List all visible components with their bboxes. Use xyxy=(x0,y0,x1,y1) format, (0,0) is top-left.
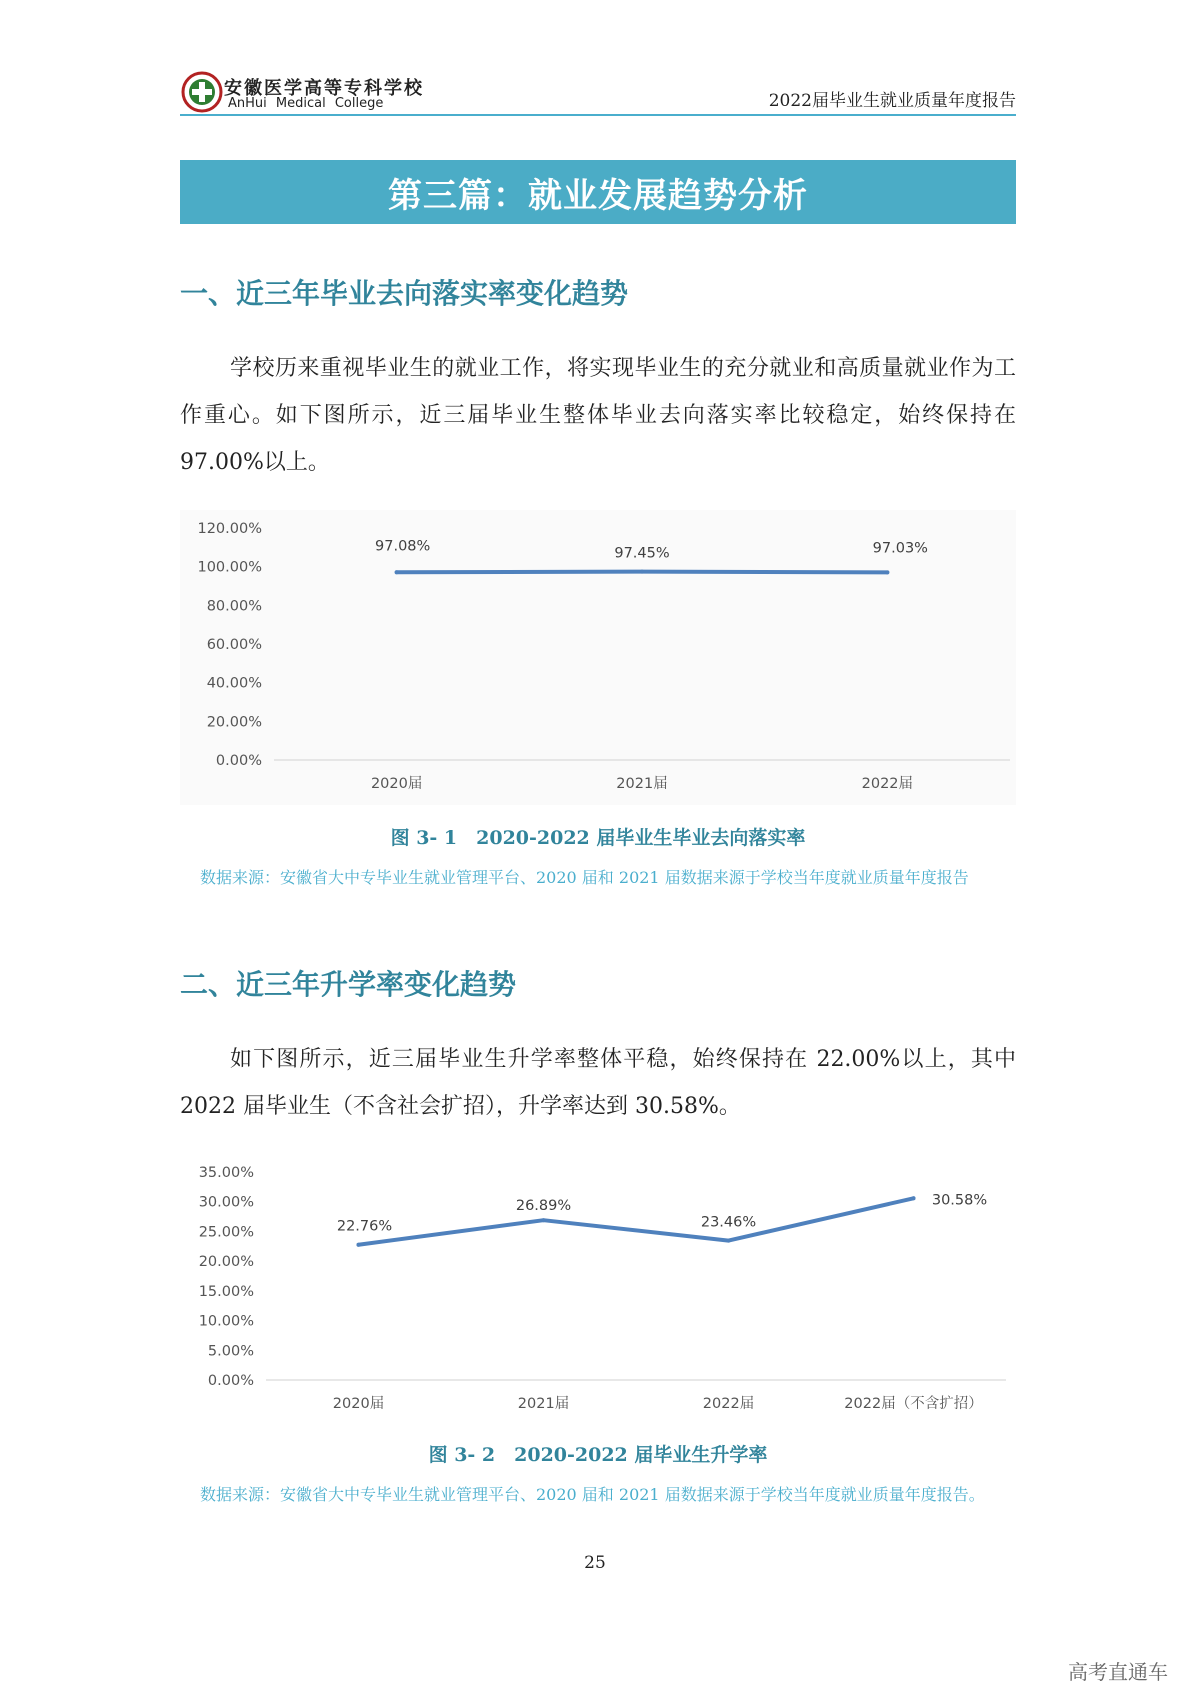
y-tick-label: 20.00% xyxy=(206,714,262,731)
y-tick-label: 100.00% xyxy=(197,559,262,576)
x-tick-label: 2021届 xyxy=(517,1396,570,1412)
chapter-title: 第三篇：就业发展趋势分析 xyxy=(388,175,808,216)
section-paragraph-2: 如下图所示，近三届毕业生升学率整体平稳，始终保持在 22.00%以上，其中 2022 届毕业生（不含社会扩招），升学率达到 30.58%。 xyxy=(180,1047,1016,1119)
y-tick-label: 0.00% xyxy=(207,1373,254,1389)
data-label: 26.89% xyxy=(515,1198,572,1215)
section-paragraph-1: 学校历来重视毕业生的就业工作，将实现毕业生的充分就业和高质量就业作为工作重心。如下图所示，近三届毕业生整体毕业去向落实率比较稳定，始终保持在 97.00%以上。 xyxy=(180,356,1016,475)
college-name-en: AnHui Medical College xyxy=(228,96,384,111)
y-tick-label: 5.00% xyxy=(207,1343,254,1360)
figure-caption-1: 图 3- 1 2020-2022 届毕业生毕业去向落实率 xyxy=(390,827,806,849)
data-label: 97.03% xyxy=(872,540,928,557)
y-tick-label: 35.00% xyxy=(198,1165,254,1181)
data-point xyxy=(727,1239,731,1243)
data-source-2: 数据来源：安徽省大中专毕业生就业管理平台、2020 届和 2021 届数据来源于学校当年度就业质量年度报告。 xyxy=(200,1485,985,1504)
x-tick-label: 2020届 xyxy=(370,776,423,792)
data-label: 97.45% xyxy=(614,545,670,562)
watermark-text: 高考直通车 xyxy=(1068,1660,1168,1684)
y-tick-label: 80.00% xyxy=(206,598,262,615)
figure-caption-2: 图 3- 2 2020-2022 届毕业生升学率 xyxy=(428,1444,768,1466)
data-label: 97.08% xyxy=(375,538,431,555)
x-tick-label: 2020届 xyxy=(332,1396,385,1412)
x-tick-label: 2022届 xyxy=(702,1396,755,1412)
y-tick-label: 0.00% xyxy=(215,753,262,769)
y-tick-label: 60.00% xyxy=(206,637,262,653)
page-number: 25 xyxy=(584,1553,606,1573)
y-tick-label: 30.00% xyxy=(198,1194,254,1211)
y-tick-label: 10.00% xyxy=(198,1313,254,1330)
section-heading-2: 二、近三年升学率变化趋势 xyxy=(180,968,517,1001)
data-point xyxy=(640,570,644,574)
y-tick-label: 120.00% xyxy=(197,521,262,537)
y-tick-label: 15.00% xyxy=(198,1283,254,1300)
x-tick-label: 2022届 xyxy=(861,776,914,792)
data-label: 30.58% xyxy=(931,1192,988,1209)
data-source-1: 数据来源：安徽省大中专毕业生就业管理平台、2020 届和 2021 届数据来源于学校当年度就业质量年度报告 xyxy=(200,868,969,887)
x-tick-label: 2022届（不含扩招） xyxy=(844,1396,983,1412)
further-study-rate-chart xyxy=(180,1152,1016,1442)
series-line xyxy=(359,1198,914,1244)
data-point xyxy=(542,1218,546,1222)
page-header xyxy=(180,70,1016,116)
college-name-cn: 安徽医学高等专科学校 xyxy=(224,78,424,99)
y-tick-label: 40.00% xyxy=(206,675,262,692)
chapter-banner xyxy=(180,160,1016,224)
section-heading-1: 一、近三年毕业去向落实率变化趋势 xyxy=(180,277,629,310)
data-point xyxy=(912,1196,916,1200)
report-title: 2022届毕业生就业质量年度报告 xyxy=(768,91,1016,111)
placement-rate-chart xyxy=(180,510,1016,806)
data-point xyxy=(357,1243,361,1247)
college-logo-icon xyxy=(180,70,228,114)
data-label: 22.76% xyxy=(336,1218,393,1235)
y-tick-label: 25.00% xyxy=(198,1224,254,1241)
y-tick-label: 20.00% xyxy=(198,1254,254,1271)
data-point xyxy=(395,570,399,574)
x-tick-label: 2021届 xyxy=(616,776,668,792)
data-point xyxy=(885,570,889,574)
data-label: 23.46% xyxy=(700,1214,757,1231)
